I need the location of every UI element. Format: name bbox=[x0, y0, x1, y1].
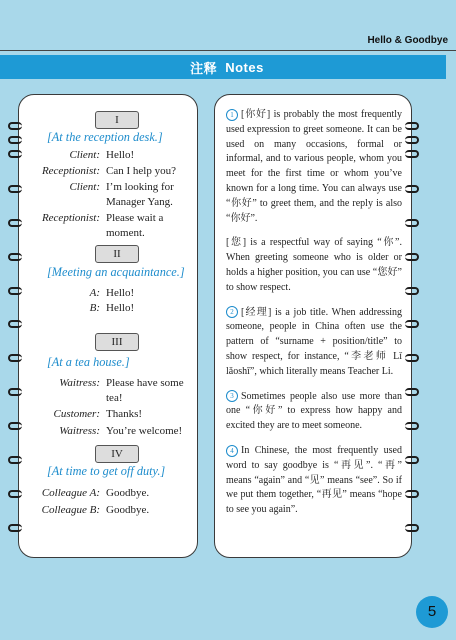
speaker-label: Waitress: bbox=[59, 425, 100, 437]
note-item bbox=[226, 108, 402, 226]
speaker-label: Client: bbox=[69, 149, 100, 161]
spiral-ring-icon bbox=[8, 524, 22, 532]
dialogue-text: Thanks! bbox=[106, 408, 143, 420]
speaker-label: Waitress: bbox=[59, 377, 100, 389]
spiral-ring-icon bbox=[405, 524, 419, 532]
dialogue-line bbox=[40, 180, 198, 210]
dialogue-text: Goodbye. bbox=[106, 504, 150, 516]
dialogue-line bbox=[40, 211, 198, 241]
section-number: IV bbox=[95, 445, 139, 463]
dialogue-text: Hello! bbox=[106, 302, 135, 314]
note-number: 3 bbox=[226, 390, 238, 402]
speaker-label: B: bbox=[89, 302, 100, 314]
dialogue-line bbox=[40, 486, 198, 501]
spiral-ring-icon bbox=[8, 287, 22, 295]
dialogue-text: Hello! bbox=[106, 149, 135, 161]
note-item bbox=[226, 236, 402, 295]
spiral-ring-icon bbox=[405, 219, 419, 227]
speaker-label: Receptionist: bbox=[41, 212, 100, 224]
spiral-ring-icon bbox=[405, 422, 419, 430]
speaker-label: A: bbox=[89, 287, 100, 299]
section-heading: [At a tea house.] bbox=[47, 355, 130, 369]
dialogue-text: Please have some tea! bbox=[106, 377, 184, 404]
note-item bbox=[226, 444, 402, 518]
spiral-ring-icon bbox=[8, 456, 22, 464]
spiral-ring-icon bbox=[8, 185, 22, 193]
note-number: 2 bbox=[226, 306, 238, 318]
spiral-ring-icon bbox=[8, 253, 22, 261]
note-item bbox=[226, 390, 402, 434]
speaker-label: Client: bbox=[69, 181, 100, 193]
notes-banner bbox=[0, 55, 446, 79]
dialogue-line bbox=[40, 503, 198, 518]
spiral-ring-icon bbox=[8, 122, 22, 130]
dialogue-line bbox=[40, 301, 198, 316]
dialogue-line bbox=[40, 148, 198, 163]
header-title: Hello & Goodbye bbox=[367, 35, 448, 46]
spiral-ring-icon bbox=[405, 456, 419, 464]
section-number: I bbox=[95, 111, 139, 129]
dialogue-line bbox=[40, 376, 198, 406]
spiral-ring-icon bbox=[405, 150, 419, 158]
note-number: 1 bbox=[226, 109, 238, 121]
banner-en: Notes bbox=[225, 59, 264, 75]
notes-list bbox=[226, 108, 402, 528]
spiral-ring-icon bbox=[405, 122, 419, 130]
dialogue-line bbox=[40, 424, 198, 439]
spiral-ring-icon bbox=[8, 354, 22, 362]
note-text: [经理] is a job title. When addressing someone, people in China often use the pattern of “surname + position/title” to show respect, for instance, “李老师 Lǐ lǎoshī”, which literally means Teacher Li. bbox=[226, 306, 402, 377]
section-number: II bbox=[95, 245, 139, 263]
dialogue-line bbox=[40, 286, 198, 301]
section-heading: [At time to get off duty.] bbox=[47, 464, 166, 478]
spiral-ring-icon bbox=[405, 320, 419, 328]
speaker-label: Receptionist: bbox=[41, 165, 100, 177]
header-rule bbox=[0, 50, 456, 51]
speaker-label: Customer: bbox=[53, 408, 100, 420]
section-heading: [Meeting an acquaintance.] bbox=[47, 265, 185, 279]
note-number: 4 bbox=[226, 445, 238, 457]
note-item bbox=[226, 306, 402, 380]
note-text: [你好] is probably the most frequently used expression to greet someone. It can be used on many occasions, formal or informal, and to various people, whom you meet for the first time or whom you’ve known for a long time. You can always use “你好” to greet them, and the reply is also “你好”. bbox=[226, 109, 402, 224]
dialogue-line bbox=[40, 164, 198, 179]
dialogue-text: Can I help you? bbox=[106, 165, 176, 177]
section-heading: [At the reception desk.] bbox=[47, 130, 163, 144]
spiral-ring-icon bbox=[8, 422, 22, 430]
spiral-ring-icon bbox=[405, 287, 419, 295]
spiral-ring-icon bbox=[8, 388, 22, 396]
dialogue-text: Hello! bbox=[106, 287, 135, 299]
spiral-ring-icon bbox=[8, 320, 22, 328]
section-number: III bbox=[95, 333, 139, 351]
dialogue-text: Goodbye. bbox=[106, 487, 150, 499]
dialogue-line bbox=[40, 407, 198, 422]
spiral-ring-icon bbox=[405, 490, 419, 498]
spiral-ring-icon bbox=[405, 388, 419, 396]
dialogue-text: You’re welcome! bbox=[106, 425, 183, 437]
spiral-ring-icon bbox=[8, 150, 22, 158]
spiral-ring-icon bbox=[8, 490, 22, 498]
spiral-ring-icon bbox=[405, 253, 419, 261]
note-text: In Chinese, the most frequently used word to say goodbye is “再见”. “再” means “again” and “见” means “see”. So if we put them together, “再见” means “hope to see you again”. bbox=[226, 444, 402, 516]
dialogue-text: I’m looking for Manager Yang. bbox=[106, 181, 174, 208]
spiral-ring-icon bbox=[405, 136, 419, 144]
note-text: Sometimes people also use more than one “你好” to express how happy and excited they are to meet someone. bbox=[226, 390, 402, 432]
spiral-ring-icon bbox=[405, 354, 419, 362]
banner-cn: 注释 bbox=[190, 60, 218, 76]
speaker-label: Colleague A: bbox=[41, 487, 100, 499]
dialogue-text: Please wait a moment. bbox=[106, 212, 164, 239]
page-number: 5 bbox=[416, 596, 448, 628]
spiral-ring-icon bbox=[8, 219, 22, 227]
spiral-ring-icon bbox=[8, 136, 22, 144]
spiral-ring-icon bbox=[405, 185, 419, 193]
speaker-label: Colleague B: bbox=[41, 504, 100, 516]
note-text: [您] is a respectful way of saying “你”. When greeting someone who is older or holds a higher position, you can use “您好” to show respect. bbox=[226, 237, 402, 293]
